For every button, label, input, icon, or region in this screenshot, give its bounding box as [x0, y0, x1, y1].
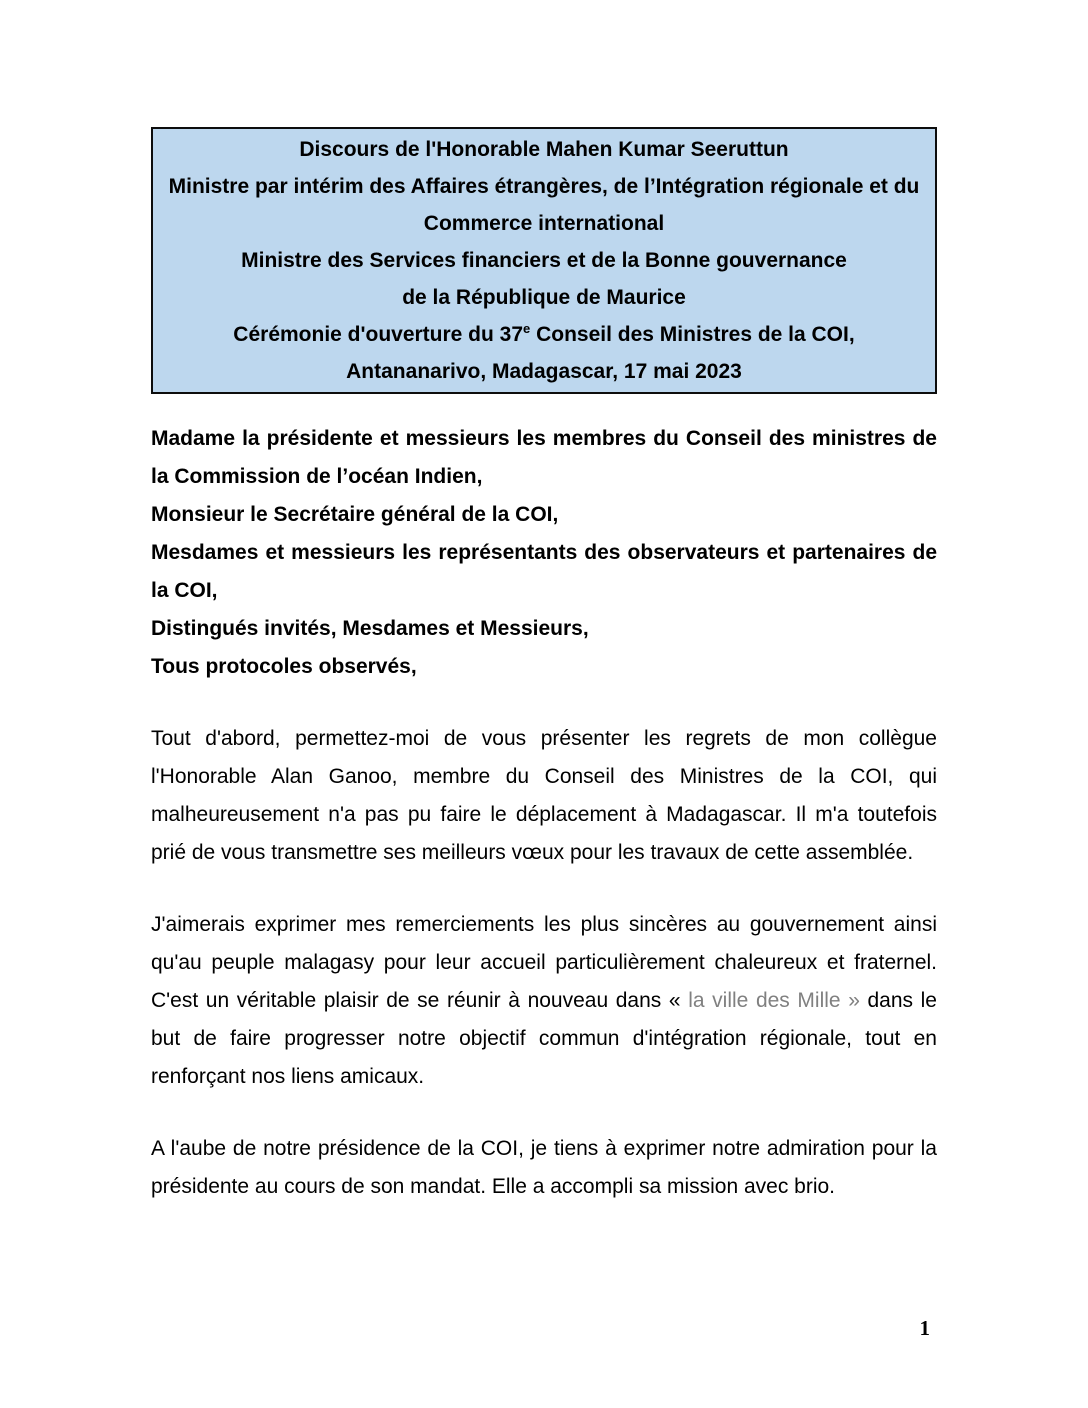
salutation-line-guests: Distingués invités, Mesdames et Messieurs,	[151, 617, 589, 640]
title-line-speaker: Discours de l'Honorable Mahen Kumar Seeruttun	[299, 138, 789, 161]
title-box	[151, 127, 937, 394]
salutation-block	[151, 420, 937, 686]
title-line-minister-role-1: Ministre par intérim des Affaires étrangères, de l’Intégration régionale et du	[168, 175, 920, 198]
paragraph-remerciements	[151, 906, 937, 1096]
ceremony-text-after: Conseil des Ministres de la COI,	[530, 323, 855, 346]
salutation-line-president: Madame la présidente et messieurs les membres du Conseil des ministres de la Commission de l’océan Indien,	[151, 427, 937, 488]
remerciements-text-after-quote: dans le but de faire progresser notre objectif commun d'intégration régionale, tout en renforçant nos liens amicaux.	[151, 989, 937, 1088]
title-line-minister-role-2: Ministre des Services financiers et de la Bonne gouvernance	[241, 249, 847, 272]
salutation-line-protocols: Tous protocoles observés,	[151, 655, 417, 678]
title-line-country: de la République de Maurice	[402, 286, 686, 309]
page-number: 1	[919, 1316, 930, 1340]
salutation-line-secretary-general: Monsieur le Secrétaire général de la COI,	[151, 503, 559, 526]
title-line-place-date: Antananarivo, Madagascar, 17 mai 2023	[346, 360, 742, 383]
remerciements-text-before-quote: J'aimerais exprimer mes remerciements les plus sincères au gouvernement ainsi qu'au peuple malagasy pour leur accueil particulièrement chaleureux et fraternel. C'est un véritable plaisir de se réunir à nouveau dans «	[151, 913, 937, 1012]
ordinal-superscript: e	[523, 321, 531, 336]
salutation-line-representatives: Mesdames et messieurs les représentants des observateurs et partenaires de la COI,	[151, 541, 937, 602]
quoted-phrase-ville-des-mille: la ville des Mille »	[688, 989, 860, 1012]
paragraph-presidence: A l'aube de notre présidence de la COI, je tiens à exprimer notre admiration pour la présidente au cours de son mandat. Elle a accompli sa mission avec brio.	[151, 1137, 937, 1198]
ceremony-text-before: Cérémonie d'ouverture du 37	[233, 323, 524, 346]
title-line-ceremony	[161, 316, 927, 353]
title-line-minister-role-1b: Commerce international	[423, 212, 665, 235]
paragraph-regrets: Tout d'abord, permettez-moi de vous présenter les regrets de mon collègue l'Honorable Alan Ganoo, membre du Conseil des Ministres de la COI, qui malheureusement n'a pas pu faire le déplacement à Madagascar. Il m'a toutefois prié de vous transmettre ses meilleurs vœux pour les travaux de cette assemblée.	[151, 727, 937, 864]
